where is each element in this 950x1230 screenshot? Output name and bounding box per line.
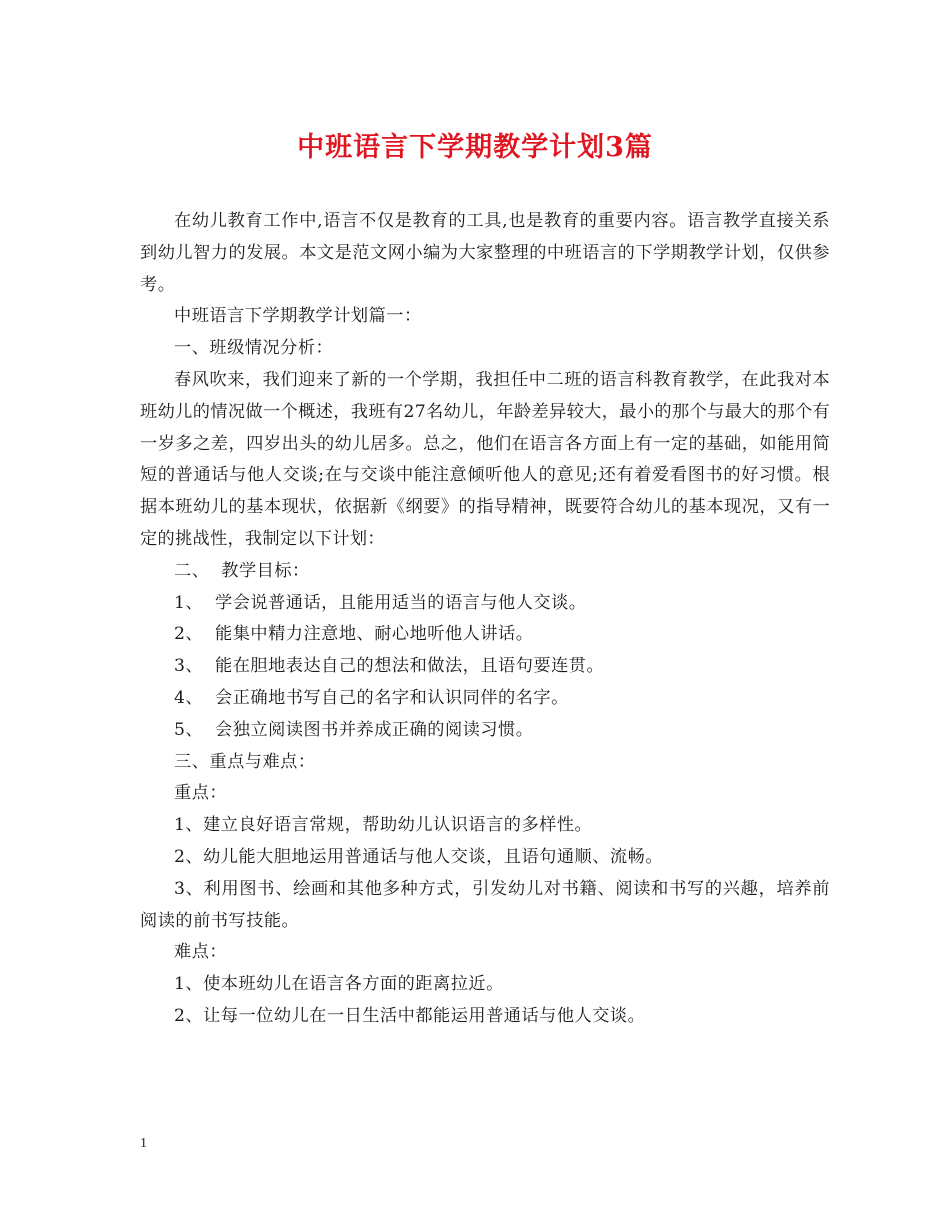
goal-item-1: 1、 学会说普通话，且能用适当的语言与他人交谈。	[174, 592, 587, 613]
document-title: 中班语言下学期教学计划3篇	[297, 132, 653, 163]
class-analysis-paragraph: 春风吹来，我们迎来了新的一个学期，我担任中二班的语言科教育教学，在此我对本班幼儿的情况做一个概述，我班有27名幼儿，年龄差异较大，最小的那个与最大的那个有一岁多之差，四岁出头的幼儿居多。总之，他们在语言各方面上有一定的基础，如能用简短的普通话与他人交谈;在与交谈中能注意倾听他人的意见;还有着爱看图书的好习惯。根据本班幼儿的基本现状，依据新《纲要》的指导精神，既要符合幼儿的基本现况，又有一定的挑战性，我制定以下计划：	[140, 369, 830, 549]
label-difficulties: 难点：	[174, 942, 228, 963]
key-point-item-2: 2、幼儿能大胆地运用普通话与他人交谈，且语句通顺、流畅。	[174, 846, 664, 867]
goal-item-5: 5、 会独立阅读图书并养成正确的阅读习惯。	[174, 719, 534, 740]
heading-teaching-goals: 二、 教学目标：	[174, 560, 310, 581]
difficulty-item-2: 2、让每一位幼儿在一日生活中都能运用普通话与他人交谈。	[174, 1005, 646, 1026]
goal-item-3: 3、 能在胆地表达自己的想法和做法，且语句要连贯。	[174, 656, 605, 677]
section-heading-part-one: 中班语言下学期教学计划篇一：	[174, 306, 422, 327]
label-key-points: 重点：	[174, 783, 228, 804]
difficulty-item-1: 1、使本班幼儿在语言各方面的距离拉近。	[174, 974, 504, 995]
heading-class-analysis: 一、班级情况分析：	[174, 338, 334, 359]
goal-item-2: 2、 能集中精力注意地、耐心地听他人讲话。	[174, 624, 534, 645]
goal-item-4: 4、 会正确地书写自己的名字和认识同伴的名字。	[174, 687, 569, 708]
page-number: 1	[140, 1136, 147, 1151]
key-point-item-3: 3、利用图书、绘画和其他多种方式，引发幼儿对书籍、阅读和书写的兴趣，培养前阅读的前书写技能。	[140, 878, 830, 931]
heading-key-points: 三、重点与难点：	[174, 751, 316, 772]
intro-paragraph: 在幼儿教育工作中,语言不仅是教育的工具,也是教育的重要内容。语言教学直接关系到幼儿智力的发展。本文是范文网小编为大家整理的中班语言的下学期教学计划，仅供参考。	[140, 211, 830, 295]
document-body	[140, 206, 830, 1033]
key-point-item-1: 1、建立良好语言常规，帮助幼儿认识语言的多样性。	[174, 815, 593, 836]
